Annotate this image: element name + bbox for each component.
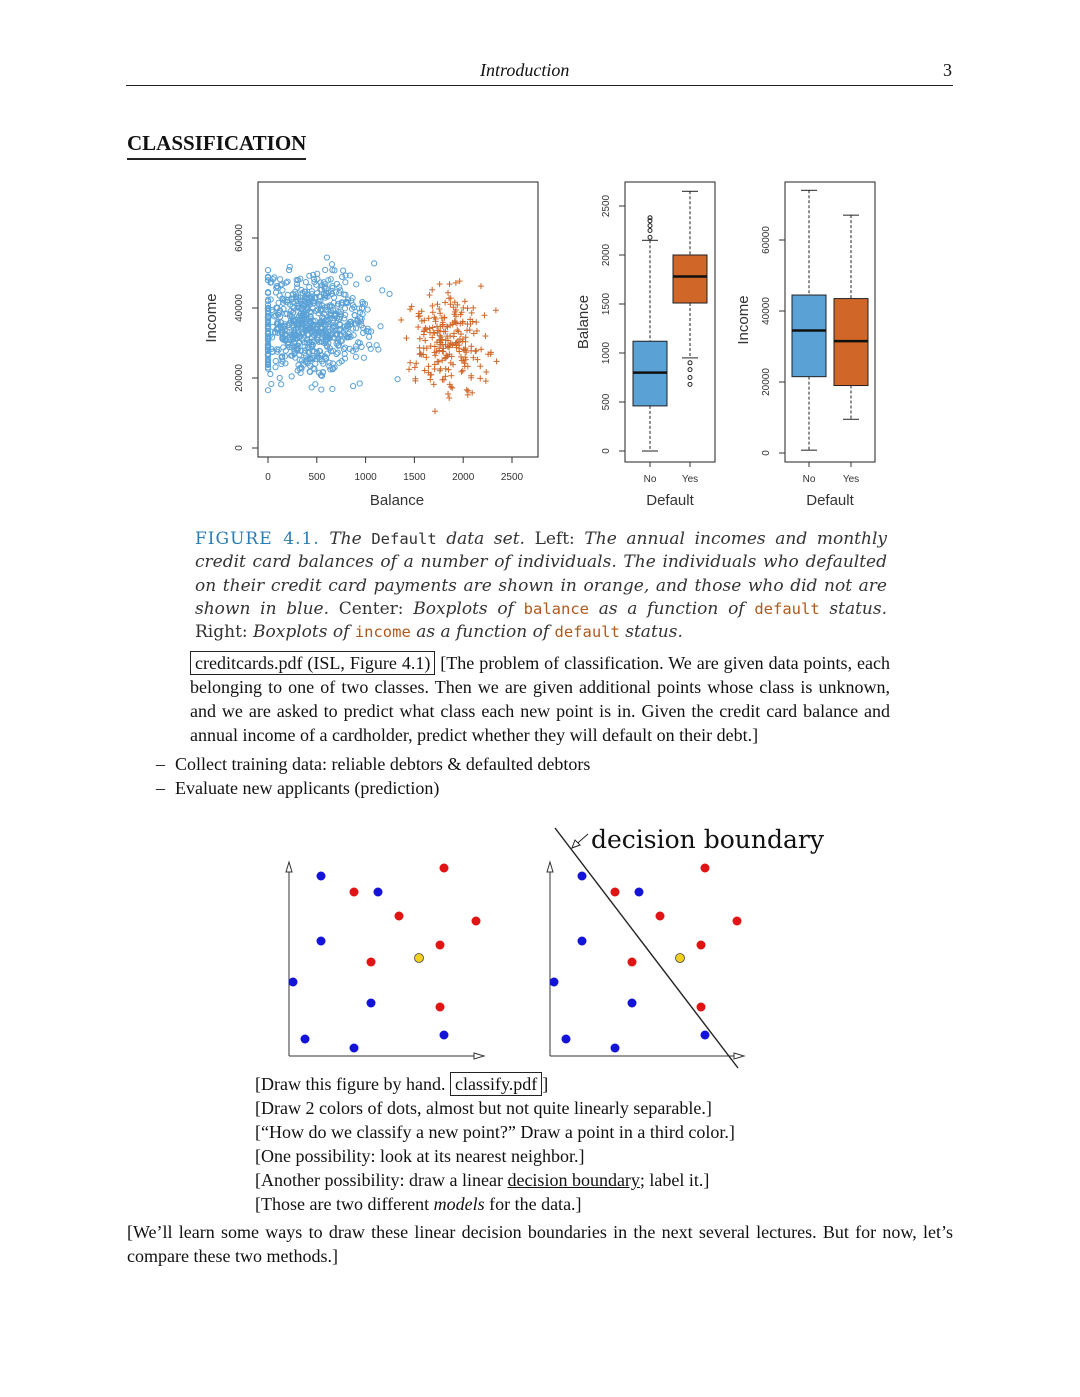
data-point-no xyxy=(341,346,346,351)
data-point-no xyxy=(395,377,400,382)
data-point-yes xyxy=(481,312,487,318)
sketch-right-axes xyxy=(547,862,744,1059)
data-point-yes xyxy=(440,349,446,355)
data-point-yes xyxy=(403,335,409,341)
red-dot xyxy=(436,1003,445,1012)
scatter-ylabel: Income xyxy=(203,293,220,343)
data-point-yes xyxy=(430,309,436,315)
note-line xyxy=(255,1072,735,1096)
data-point-yes xyxy=(432,366,438,372)
blue-dot xyxy=(562,1035,571,1044)
data-point-no xyxy=(353,354,358,359)
y-tick-label: 20000 xyxy=(234,364,245,392)
y-tick-label: 20000 xyxy=(761,368,772,396)
outlier xyxy=(688,368,692,372)
note-text: ; label it.] xyxy=(639,1170,710,1190)
bullet-dash: – xyxy=(156,778,165,798)
data-point-no xyxy=(378,324,383,329)
yellow-dot xyxy=(415,954,424,963)
x-tick-label: Yes xyxy=(681,474,699,485)
data-point-yes xyxy=(429,287,435,293)
data-point-yes xyxy=(451,333,457,339)
red-dot xyxy=(472,917,481,926)
data-point-yes xyxy=(442,373,448,379)
blue-dot xyxy=(550,978,559,987)
data-point-no xyxy=(335,350,340,355)
y-tick-label: 0 xyxy=(601,448,612,454)
y-tick-label: 1500 xyxy=(601,292,612,316)
note-text: [Another possibility: draw a linear xyxy=(255,1170,508,1190)
data-point-no xyxy=(273,365,278,370)
caption-text: The annual incomes and monthly credit card balances of a number of individuals. The individuals who defaulted on their credit card payments are shown in orange, and those who did not are shown in blue. xyxy=(195,529,887,619)
x-tick-label: 1000 xyxy=(354,472,377,483)
data-point-no xyxy=(323,267,328,272)
data-point-no xyxy=(303,280,308,285)
code-income: income xyxy=(354,623,411,642)
data-point-yes xyxy=(421,345,427,351)
note-line: [One possibility: look at its nearest neighbor.] xyxy=(255,1146,585,1166)
data-point-yes xyxy=(445,290,451,296)
scatter-points xyxy=(265,255,499,414)
data-point-no xyxy=(313,361,318,366)
figure-caption xyxy=(195,528,887,644)
section-underline xyxy=(127,159,306,160)
data-point-yes xyxy=(447,281,453,287)
data-point-yes xyxy=(483,378,489,384)
box1-xlabel: Default xyxy=(646,492,694,509)
box1-ylabel: Balance xyxy=(575,294,592,350)
blue-dot xyxy=(578,937,587,946)
creditcards-file-box: creditcards.pdf (ISL, Figure 4.1) xyxy=(190,651,435,675)
scatter-plot xyxy=(203,182,538,509)
bullet-text: Collect training data: reliable debtors & defaulted debtors xyxy=(175,754,591,774)
data-point-yes xyxy=(413,360,419,366)
data-point-no xyxy=(343,280,348,285)
note-text: ] xyxy=(542,1074,549,1094)
blue-dot xyxy=(301,1035,310,1044)
data-point-yes xyxy=(448,373,454,379)
x-tick-label: Yes xyxy=(842,474,860,485)
data-point-no xyxy=(361,355,366,360)
blue-dot xyxy=(635,888,644,897)
x-tick-label: 500 xyxy=(308,472,326,483)
data-point-yes xyxy=(431,381,437,387)
blue-dot xyxy=(701,1031,710,1040)
data-point-yes xyxy=(412,364,418,370)
data-point-no xyxy=(265,268,270,273)
running-header-title: Introduction xyxy=(480,60,570,80)
x-tick-label: 0 xyxy=(265,472,271,483)
data-point-yes xyxy=(443,366,449,372)
caption-text: data set. xyxy=(436,529,535,549)
data-point-yes xyxy=(426,363,432,369)
balance-boxes xyxy=(601,191,707,485)
y-tick-label: 0 xyxy=(234,445,245,451)
red-dot xyxy=(656,912,665,921)
note-text: [Draw this figure by hand. xyxy=(255,1074,450,1094)
red-dot xyxy=(367,958,376,967)
x-tick-label: 2500 xyxy=(500,472,524,483)
blue-dot xyxy=(578,872,587,881)
header-rule xyxy=(126,85,953,86)
blue-dot xyxy=(350,1044,359,1053)
bullet-dash: – xyxy=(156,754,165,774)
y-tick-label: 60000 xyxy=(761,226,772,254)
x-tick-label: 2000 xyxy=(452,472,475,483)
outlier xyxy=(688,361,692,365)
red-dot xyxy=(733,917,742,926)
data-point-no xyxy=(287,264,292,269)
data-point-no xyxy=(289,374,294,379)
caption-text: as a function of xyxy=(410,622,555,643)
data-point-no xyxy=(285,292,290,297)
data-point-no xyxy=(273,358,278,363)
x-tick-label: 1500 xyxy=(403,472,426,483)
data-point-no xyxy=(329,262,334,267)
data-point-yes xyxy=(493,307,499,313)
data-point-yes xyxy=(406,366,412,372)
drawing-notes xyxy=(255,1072,735,1216)
data-point-no xyxy=(387,291,392,296)
y-tick-label: 1000 xyxy=(601,341,612,365)
blue-dot xyxy=(317,937,326,946)
data-point-yes xyxy=(482,333,488,339)
outlier xyxy=(648,224,652,228)
blue-dot xyxy=(440,1031,449,1040)
outlier xyxy=(648,235,652,239)
y-tick-label: 40000 xyxy=(761,297,772,325)
income-boxes xyxy=(761,190,868,485)
caption-text: Boxplots of xyxy=(403,598,524,619)
data-point-yes xyxy=(469,310,475,316)
data-point-yes xyxy=(483,369,489,375)
data-point-yes xyxy=(437,281,443,287)
data-point-yes xyxy=(473,348,479,354)
data-point-yes xyxy=(441,377,447,383)
data-point-no xyxy=(340,274,345,279)
decision-boundary-term: decision boundary xyxy=(507,1170,640,1190)
blue-dot xyxy=(317,872,326,881)
data-point-yes xyxy=(445,391,451,397)
data-point-yes xyxy=(427,292,433,298)
y-tick-label: 500 xyxy=(601,393,612,411)
data-point-no xyxy=(365,307,370,312)
data-point-yes xyxy=(446,295,452,301)
sketch-left-dots xyxy=(289,864,481,1053)
code-default: default xyxy=(554,623,620,642)
pen-icon xyxy=(572,834,588,848)
red-dot xyxy=(701,864,710,873)
sketch-right-dots xyxy=(550,864,742,1053)
outlier xyxy=(688,382,692,386)
page-number: 3 xyxy=(943,60,952,80)
data-point-yes xyxy=(463,339,469,345)
box-no xyxy=(792,295,826,377)
data-point-yes xyxy=(446,395,452,401)
balance-boxplot xyxy=(575,182,715,509)
data-point-no xyxy=(380,288,385,293)
data-point-yes xyxy=(432,408,438,414)
red-dot xyxy=(611,888,620,897)
figure-label: FIGURE 4.1. xyxy=(195,529,320,549)
caption-center-label: Center: xyxy=(338,598,404,619)
classification-sketch xyxy=(0,820,1080,1070)
y-tick-label: 60000 xyxy=(234,224,245,252)
sketch-left-axes xyxy=(286,862,484,1059)
scatter-axes xyxy=(234,224,524,483)
caption-text: Boxplots of xyxy=(247,622,355,643)
caption-text: The xyxy=(319,529,372,549)
scatter-xlabel: Balance xyxy=(369,492,425,509)
models-term: models xyxy=(433,1194,485,1214)
outlier xyxy=(688,376,692,380)
data-point-no xyxy=(330,386,335,391)
data-point-yes xyxy=(478,283,484,289)
data-point-yes xyxy=(415,324,421,330)
box2-ylabel: Income xyxy=(735,295,752,345)
blue-dot xyxy=(611,1044,620,1053)
outlier xyxy=(648,229,652,233)
red-dot xyxy=(697,941,706,950)
blue-dot xyxy=(374,888,383,897)
data-point-yes xyxy=(432,352,438,358)
data-point-no xyxy=(372,261,377,266)
data-point-no xyxy=(319,387,324,392)
decision-boundary-label: decision boundary xyxy=(591,825,824,854)
data-point-yes xyxy=(407,360,413,366)
data-point-yes xyxy=(417,336,423,342)
data-point-yes xyxy=(473,319,479,325)
red-dot xyxy=(350,888,359,897)
data-point-no xyxy=(341,268,346,273)
figure-default-dataset xyxy=(0,170,1080,515)
data-point-no xyxy=(366,276,371,281)
problem-text: [The problem of classification. We are given data points, each belonging to one of two classes. Then we are given additional points whose class is unknown, and we are asked to predict what class each new point is in. Given the credit card balance and annual income of a cardholder, predict whether they will default on their debt.] xyxy=(190,653,890,745)
yellow-dot xyxy=(676,954,685,963)
data-point-yes xyxy=(407,306,413,312)
note-line: [Draw 2 colors of dots, almost but not quite linearly separable.] xyxy=(255,1098,712,1118)
data-point-no xyxy=(279,382,284,387)
data-point-yes xyxy=(427,376,433,382)
data-point-yes xyxy=(436,359,442,365)
caption-text: status. xyxy=(819,598,887,619)
box-yes xyxy=(673,255,707,303)
problem-paragraph xyxy=(190,651,890,747)
data-point-yes xyxy=(465,305,471,311)
data-point-yes xyxy=(478,346,484,352)
data-point-yes xyxy=(398,317,404,323)
note-text: [Those are two different xyxy=(255,1194,434,1214)
data-point-yes xyxy=(442,300,448,306)
data-point-no xyxy=(357,381,362,386)
data-point-yes xyxy=(441,329,447,335)
data-point-yes xyxy=(429,303,435,309)
list-item xyxy=(156,776,590,800)
list-item xyxy=(156,752,590,776)
data-point-no xyxy=(351,384,356,389)
data-point-no xyxy=(265,388,270,393)
data-point-yes xyxy=(409,303,415,309)
data-point-yes xyxy=(467,327,473,333)
data-point-yes xyxy=(456,345,462,351)
red-dot xyxy=(440,864,449,873)
bullet-text: Evaluate new applicants (prediction) xyxy=(175,778,440,798)
note-line xyxy=(255,1192,735,1216)
data-point-no xyxy=(277,375,282,380)
data-point-yes xyxy=(477,375,483,381)
red-dot xyxy=(628,958,637,967)
blue-dot xyxy=(289,978,298,987)
x-tick-label: No xyxy=(802,474,816,485)
code-default: Default xyxy=(371,530,437,548)
data-point-no xyxy=(278,277,283,282)
data-point-yes xyxy=(464,387,470,393)
data-point-yes xyxy=(477,363,483,369)
data-point-yes xyxy=(417,351,423,357)
data-point-yes xyxy=(472,348,478,354)
data-point-no xyxy=(367,334,372,339)
data-point-no xyxy=(324,255,329,260)
bullet-list xyxy=(156,752,590,800)
red-dot xyxy=(395,912,404,921)
data-point-yes xyxy=(421,332,427,338)
y-tick-label: 2500 xyxy=(601,194,612,218)
data-point-yes xyxy=(427,325,433,331)
data-point-yes xyxy=(470,305,476,311)
data-point-yes xyxy=(446,367,452,373)
data-point-yes xyxy=(462,298,468,304)
x-tick-label: No xyxy=(643,474,657,485)
code-default: default xyxy=(754,599,820,618)
caption-text: as a function of xyxy=(588,598,755,619)
note-text: for the data.] xyxy=(484,1194,582,1214)
box2-xlabel: Default xyxy=(806,492,854,509)
caption-text: status. xyxy=(619,622,683,643)
data-point-yes xyxy=(494,358,500,364)
note-line xyxy=(255,1168,735,1192)
y-tick-label: 0 xyxy=(761,450,772,456)
data-point-no xyxy=(313,382,318,387)
data-point-yes xyxy=(422,337,428,343)
decision-boundary-line xyxy=(555,828,738,1068)
note-line: [“How do we classify a new point?” Draw a point in a third color.] xyxy=(255,1122,735,1142)
data-point-no xyxy=(354,282,359,287)
data-point-no xyxy=(268,371,273,376)
data-point-yes xyxy=(454,327,460,333)
classify-file-box: classify.pdf xyxy=(450,1072,542,1096)
income-boxplot xyxy=(735,182,875,509)
y-tick-label: 40000 xyxy=(234,294,245,322)
red-dot xyxy=(697,1003,706,1012)
closing-paragraph: [We’ll learn some ways to draw these linear decision boundaries in the next several lectures. But for now, let’s compare these two methods.] xyxy=(127,1222,953,1266)
data-point-no xyxy=(269,381,274,386)
red-dot xyxy=(436,941,445,950)
blue-dot xyxy=(628,999,637,1008)
caption-left-label: Left: xyxy=(534,529,575,549)
blue-dot xyxy=(367,999,376,1008)
section-title: CLASSIFICATION xyxy=(127,131,306,159)
data-point-yes xyxy=(430,324,436,330)
caption-right-label: Right: xyxy=(195,622,248,643)
y-tick-label: 2000 xyxy=(601,243,612,267)
data-point-yes xyxy=(458,369,464,375)
code-balance: balance xyxy=(523,599,589,618)
